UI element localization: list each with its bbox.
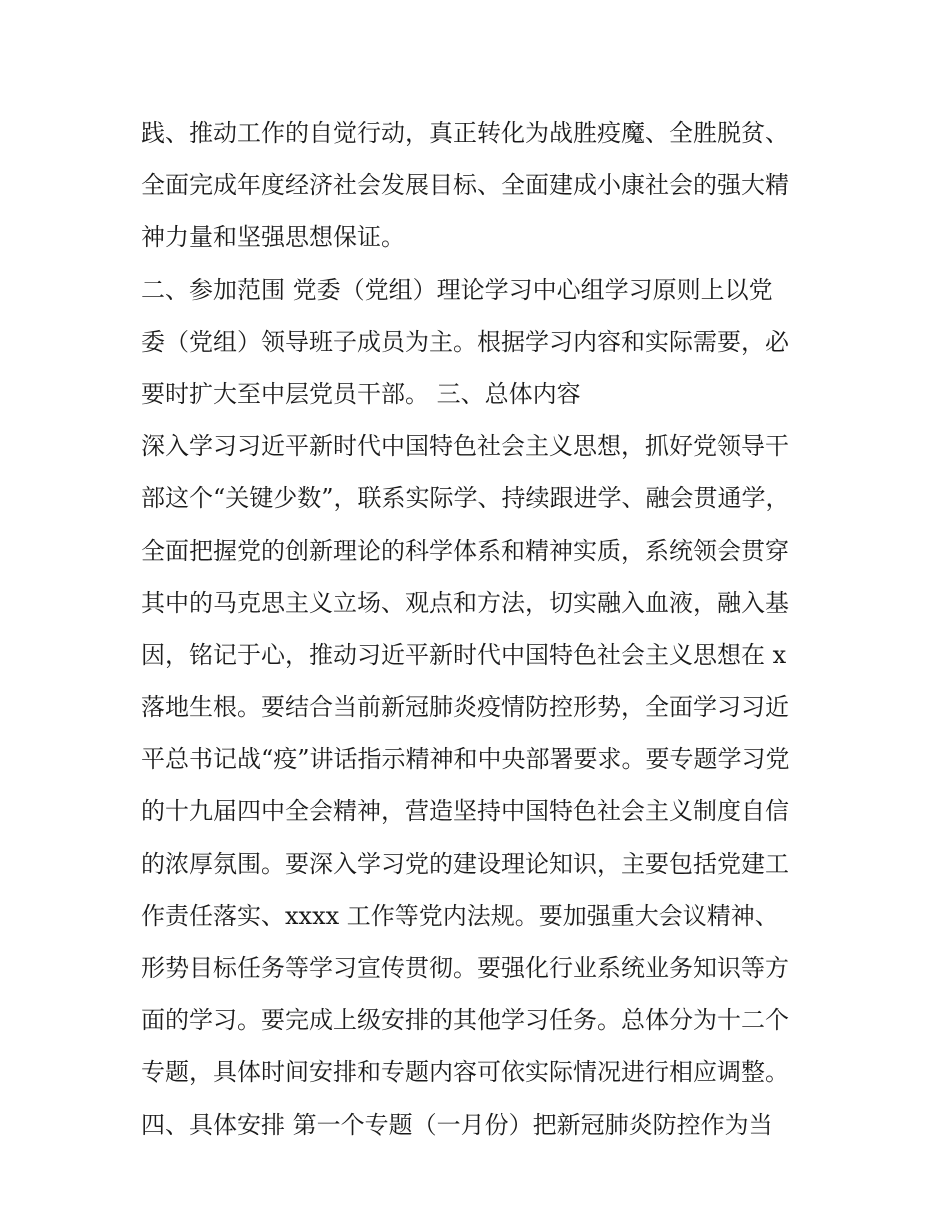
text-line: 神力量和坚强思想保证。 bbox=[141, 223, 405, 252]
text-line: 形势目标任务等学习宣传贯彻。要强化行业系统业务知识等方 bbox=[141, 954, 789, 982]
section-heading-line: 四、具体安排 第一个专题（一月份）把新冠肺炎防控作为当 bbox=[141, 1110, 773, 1139]
text-line: 践、推动工作的自觉行动，真正转化为战胜疫魔、全胜脱贫、 bbox=[141, 119, 789, 147]
text-line: 平总书记战“疫”讲话指示精神和中央部署要求。要专题学习党 bbox=[141, 745, 790, 774]
text-line: 深入学习习近平新时代中国特色社会主义思想，抓好党领导干 bbox=[141, 432, 789, 461]
text-line: 全面完成年度经济社会发展目标、全面建成小康社会的强大精 bbox=[141, 171, 789, 200]
text-line: 的十九届四中全会精神，营造坚持中国特色社会主义制度自信 bbox=[141, 797, 789, 826]
text-line: 部这个“关键少数”，联系实际学、持续跟进学、融会贯通学， bbox=[141, 484, 790, 513]
text-line: 委（党组）领导班子成员为主。根据学习内容和实际需要，必 bbox=[141, 327, 789, 356]
text-line: 其中的马克思主义立场、观点和方法，切实融入血液，融入基 bbox=[141, 588, 789, 617]
section-heading-line: 二、参加范围 党委（党组）理论学习中心组学习原则上以党 bbox=[141, 275, 773, 304]
body-text bbox=[141, 107, 821, 1151]
text-line: 因，铭记于心，推动习近平新时代中国特色社会主义思想在 x bbox=[141, 640, 787, 669]
text-line: 全面把握党的创新理论的科学体系和精神实质，系统领会贯穿 bbox=[141, 536, 789, 565]
text-line: 作责任落实、xxxx 工作等党内法规。要加强重大会议精神、 bbox=[141, 901, 779, 930]
text-line: 面的学习。要完成上级安排的其他学习任务。总体分为十二个 bbox=[141, 1006, 789, 1035]
text-line: 专题，具体时间安排和专题内容可依实际情况进行相应调整。 bbox=[141, 1058, 789, 1087]
text-line: 的浓厚氛围。要深入学习党的建设理论知识，主要包括党建工 bbox=[141, 849, 789, 878]
section-heading-line: 要时扩大至中层党员干部。 三、总体内容 bbox=[141, 379, 581, 408]
text-line: 落地生根。要结合当前新冠肺炎疫情防控形势，全面学习习近 bbox=[141, 693, 789, 722]
